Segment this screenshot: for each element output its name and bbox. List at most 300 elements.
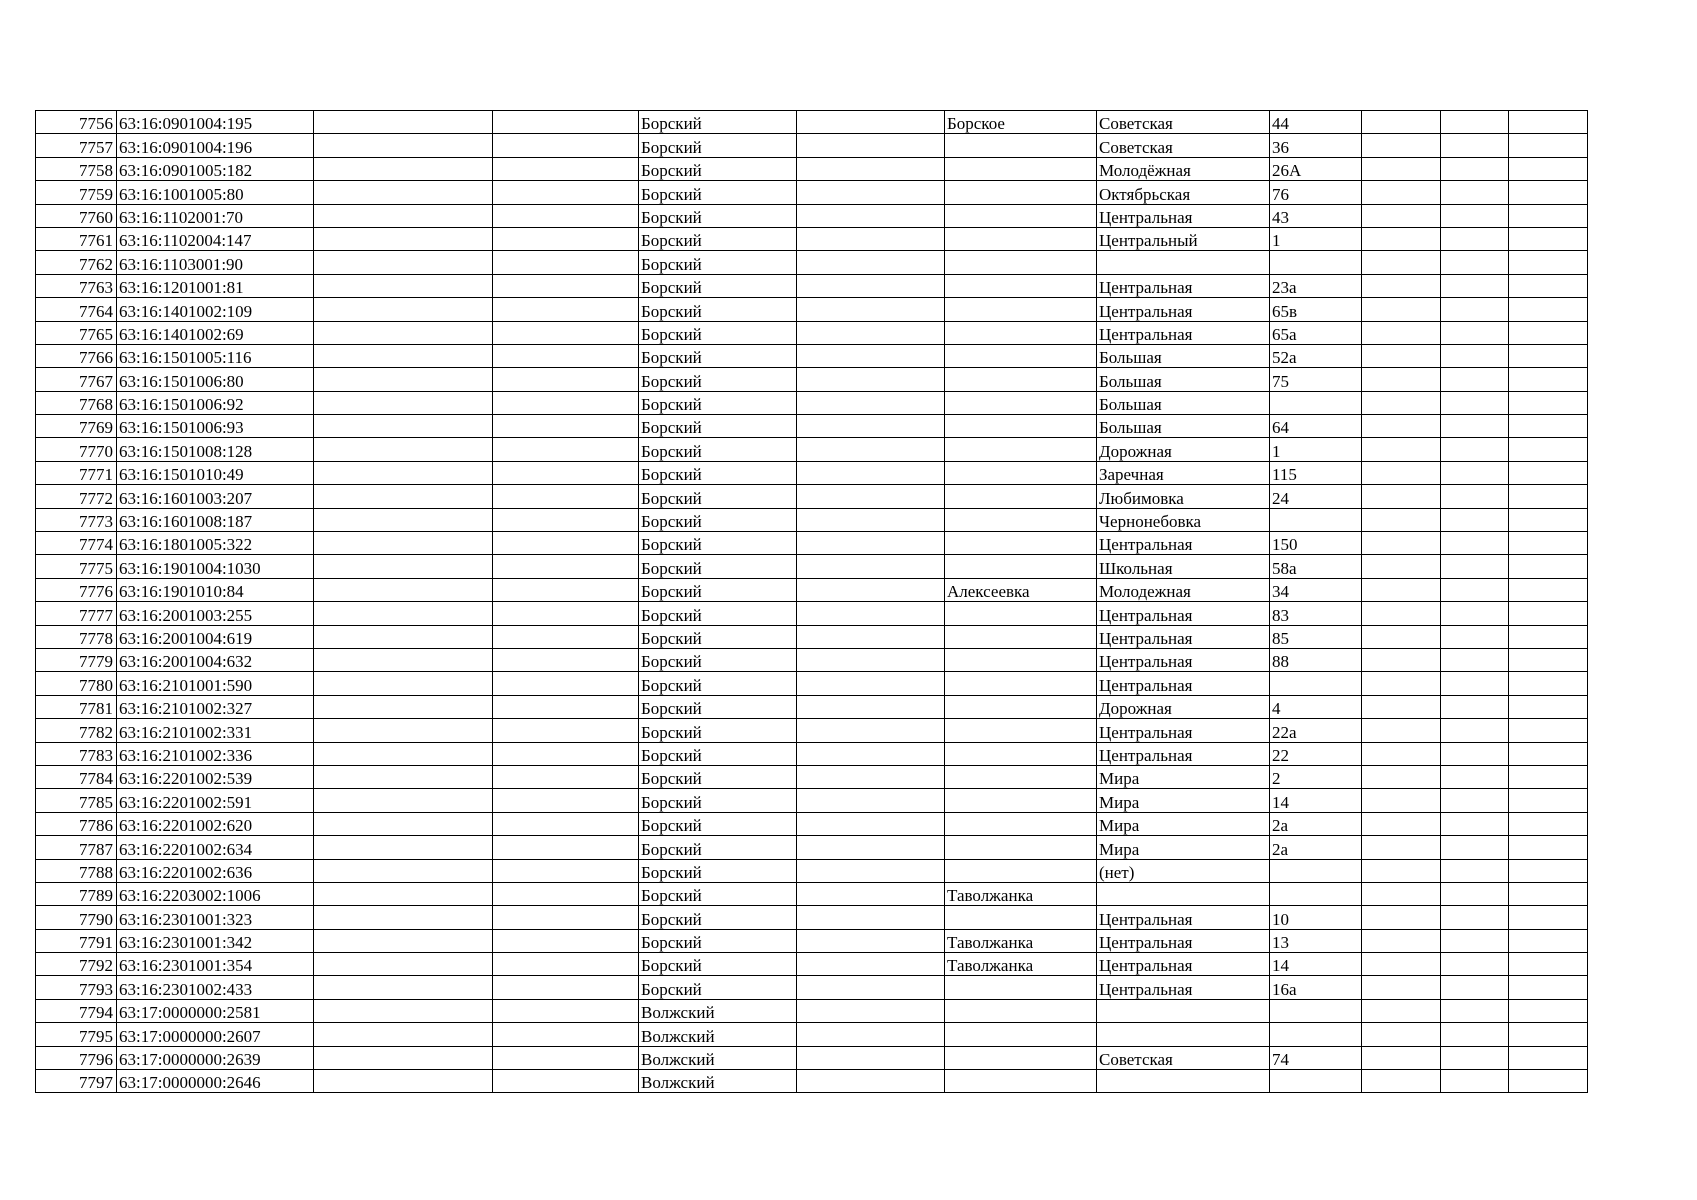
blank-cell [314, 461, 493, 484]
district-name: Волжский [639, 1070, 797, 1093]
locality-name [945, 719, 1097, 742]
house-number: 1 [1270, 227, 1362, 250]
row-number: 7790 [36, 906, 117, 929]
table-row [36, 157, 1588, 180]
row-number: 7775 [36, 555, 117, 578]
blank-cell [493, 134, 639, 157]
blank-cell [797, 251, 945, 274]
row-number: 7784 [36, 765, 117, 788]
street-name: (нет) [1097, 859, 1270, 882]
blank-cell [1362, 298, 1441, 321]
row-number: 7788 [36, 859, 117, 882]
blank-cell [314, 695, 493, 718]
blank-cell [797, 906, 945, 929]
blank-cell [1441, 368, 1509, 391]
cadastral-number: 63:16:1103001:90 [117, 251, 314, 274]
district-name: Борский [639, 508, 797, 531]
district-name: Борский [639, 485, 797, 508]
blank-cell [493, 672, 639, 695]
blank-cell [314, 532, 493, 555]
district-name: Борский [639, 602, 797, 625]
blank-cell [314, 999, 493, 1022]
row-number: 7774 [36, 532, 117, 555]
row-number: 7782 [36, 719, 117, 742]
blank-cell [493, 648, 639, 671]
house-number: 65в [1270, 298, 1362, 321]
blank-cell [1509, 251, 1588, 274]
locality-name [945, 672, 1097, 695]
street-name: Мира [1097, 765, 1270, 788]
cadastral-number: 63:16:2301001:342 [117, 929, 314, 952]
row-number: 7773 [36, 508, 117, 531]
blank-cell [1509, 672, 1588, 695]
row-number: 7769 [36, 415, 117, 438]
table-row [36, 742, 1588, 765]
house-number: 76 [1270, 181, 1362, 204]
street-name: Молодежная [1097, 578, 1270, 601]
house-number [1270, 672, 1362, 695]
locality-name [945, 1023, 1097, 1046]
blank-cell [314, 789, 493, 812]
blank-cell [1509, 625, 1588, 648]
blank-cell [1509, 555, 1588, 578]
house-number: 83 [1270, 602, 1362, 625]
district-name: Борский [639, 134, 797, 157]
blank-cell [797, 859, 945, 882]
blank-cell [1362, 1046, 1441, 1069]
blank-cell [1509, 812, 1588, 835]
street-name: Мира [1097, 812, 1270, 835]
district-name: Борский [639, 157, 797, 180]
blank-cell [1362, 344, 1441, 367]
locality-name: Алексеевка [945, 578, 1097, 601]
locality-name [945, 204, 1097, 227]
table-row [36, 906, 1588, 929]
blank-cell [1509, 719, 1588, 742]
cadastral-number: 63:16:0901004:196 [117, 134, 314, 157]
district-name: Борский [639, 298, 797, 321]
cadastral-number: 63:16:2301001:323 [117, 906, 314, 929]
blank-cell [1441, 555, 1509, 578]
blank-cell [314, 438, 493, 461]
street-name: Дорожная [1097, 438, 1270, 461]
street-name: Большая [1097, 368, 1270, 391]
blank-cell [1509, 508, 1588, 531]
cadastral-number: 63:16:1102004:147 [117, 227, 314, 250]
district-name: Борский [639, 906, 797, 929]
locality-name [945, 812, 1097, 835]
cadastral-number: 63:16:2001004:619 [117, 625, 314, 648]
blank-cell [1362, 485, 1441, 508]
blank-cell [1441, 906, 1509, 929]
house-number: 75 [1270, 368, 1362, 391]
row-number: 7758 [36, 157, 117, 180]
blank-cell [314, 555, 493, 578]
blank-cell [1362, 532, 1441, 555]
blank-cell [1362, 274, 1441, 297]
row-number: 7794 [36, 999, 117, 1022]
blank-cell [314, 415, 493, 438]
table-row [36, 485, 1588, 508]
blank-cell [1362, 134, 1441, 157]
blank-cell [314, 929, 493, 952]
row-number: 7787 [36, 836, 117, 859]
blank-cell [797, 742, 945, 765]
blank-cell [797, 602, 945, 625]
house-number: 58а [1270, 555, 1362, 578]
district-name: Борский [639, 976, 797, 999]
street-name: Центральная [1097, 742, 1270, 765]
row-number: 7779 [36, 648, 117, 671]
district-name: Борский [639, 929, 797, 952]
blank-cell [314, 882, 493, 905]
blank-cell [493, 812, 639, 835]
blank-cell [1509, 438, 1588, 461]
locality-name: Таволжанка [945, 882, 1097, 905]
blank-cell [797, 508, 945, 531]
table-row [36, 836, 1588, 859]
blank-cell [314, 344, 493, 367]
row-number: 7797 [36, 1070, 117, 1093]
table-row [36, 602, 1588, 625]
blank-cell [493, 882, 639, 905]
street-name [1097, 1023, 1270, 1046]
cadastral-number: 63:17:0000000:2607 [117, 1023, 314, 1046]
row-number: 7789 [36, 882, 117, 905]
blank-cell [1362, 321, 1441, 344]
district-name: Борский [639, 321, 797, 344]
district-name: Борский [639, 836, 797, 859]
table-row [36, 134, 1588, 157]
blank-cell [1441, 532, 1509, 555]
blank-cell [1441, 929, 1509, 952]
blank-cell [1362, 719, 1441, 742]
street-name: Советская [1097, 1046, 1270, 1069]
blank-cell [797, 929, 945, 952]
blank-cell [1362, 953, 1441, 976]
row-number: 7792 [36, 953, 117, 976]
blank-cell [1509, 906, 1588, 929]
blank-cell [1441, 672, 1509, 695]
table-row [36, 274, 1588, 297]
blank-cell [1362, 438, 1441, 461]
blank-cell [797, 836, 945, 859]
blank-cell [797, 111, 945, 134]
blank-cell [1509, 953, 1588, 976]
cadastral-number: 63:16:1501010:49 [117, 461, 314, 484]
blank-cell [314, 719, 493, 742]
blank-cell [797, 344, 945, 367]
cadastral-number: 63:16:1501006:92 [117, 391, 314, 414]
blank-cell [314, 1046, 493, 1069]
blank-cell [1441, 438, 1509, 461]
blank-cell [1441, 695, 1509, 718]
street-name [1097, 1070, 1270, 1093]
blank-cell [797, 812, 945, 835]
blank-cell [1441, 391, 1509, 414]
blank-cell [493, 765, 639, 788]
locality-name [945, 391, 1097, 414]
blank-cell [1441, 742, 1509, 765]
street-name: Центральная [1097, 672, 1270, 695]
blank-cell [1509, 859, 1588, 882]
blank-cell [1509, 648, 1588, 671]
district-name: Волжский [639, 1023, 797, 1046]
blank-cell [493, 344, 639, 367]
blank-cell [1509, 368, 1588, 391]
blank-cell [493, 625, 639, 648]
blank-cell [1362, 368, 1441, 391]
blank-cell [1441, 204, 1509, 227]
blank-cell [314, 812, 493, 835]
house-number [1270, 859, 1362, 882]
locality-name [945, 251, 1097, 274]
locality-name: Таволжанка [945, 953, 1097, 976]
street-name: Заречная [1097, 461, 1270, 484]
blank-cell [1441, 602, 1509, 625]
blank-cell [1441, 461, 1509, 484]
locality-name [945, 836, 1097, 859]
blank-cell [1509, 695, 1588, 718]
blank-cell [314, 181, 493, 204]
row-number: 7757 [36, 134, 117, 157]
street-name: Центральная [1097, 976, 1270, 999]
blank-cell [1362, 859, 1441, 882]
blank-cell [1362, 648, 1441, 671]
blank-cell [314, 953, 493, 976]
table-row [36, 765, 1588, 788]
blank-cell [1509, 344, 1588, 367]
blank-cell [1509, 111, 1588, 134]
table-row [36, 111, 1588, 134]
house-number: 14 [1270, 953, 1362, 976]
locality-name [945, 1046, 1097, 1069]
blank-cell [1362, 1070, 1441, 1093]
house-number: 14 [1270, 789, 1362, 812]
district-name: Борский [639, 789, 797, 812]
street-name [1097, 251, 1270, 274]
street-name: Дорожная [1097, 695, 1270, 718]
blank-cell [1362, 204, 1441, 227]
row-number: 7780 [36, 672, 117, 695]
blank-cell [1509, 602, 1588, 625]
district-name: Борский [639, 461, 797, 484]
blank-cell [314, 648, 493, 671]
row-number: 7762 [36, 251, 117, 274]
table-row [36, 321, 1588, 344]
district-name: Борский [639, 742, 797, 765]
blank-cell [1441, 111, 1509, 134]
table-row [36, 461, 1588, 484]
blank-cell [1509, 929, 1588, 952]
district-name: Борский [639, 648, 797, 671]
row-number: 7772 [36, 485, 117, 508]
locality-name [945, 181, 1097, 204]
blank-cell [314, 485, 493, 508]
street-name: Центральная [1097, 906, 1270, 929]
blank-cell [1362, 251, 1441, 274]
row-number: 7763 [36, 274, 117, 297]
table-row [36, 999, 1588, 1022]
blank-cell [1441, 181, 1509, 204]
table-row [36, 181, 1588, 204]
blank-cell [1362, 999, 1441, 1022]
blank-cell [493, 836, 639, 859]
blank-cell [1362, 415, 1441, 438]
street-name: Любимовка [1097, 485, 1270, 508]
district-name: Борский [639, 672, 797, 695]
table-row [36, 251, 1588, 274]
cadastral-number: 63:16:0901004:195 [117, 111, 314, 134]
blank-cell [493, 906, 639, 929]
house-number: 1 [1270, 438, 1362, 461]
district-name: Борский [639, 953, 797, 976]
cadastral-number: 63:17:0000000:2639 [117, 1046, 314, 1069]
street-name [1097, 882, 1270, 905]
house-number: 64 [1270, 415, 1362, 438]
house-number: 43 [1270, 204, 1362, 227]
blank-cell [1362, 695, 1441, 718]
district-name: Борский [639, 181, 797, 204]
blank-cell [493, 555, 639, 578]
blank-cell [1362, 461, 1441, 484]
street-name: Молодёжная [1097, 157, 1270, 180]
blank-cell [1441, 648, 1509, 671]
district-name: Борский [639, 812, 797, 835]
blank-cell [493, 111, 639, 134]
blank-cell [797, 227, 945, 250]
house-number [1270, 1023, 1362, 1046]
blank-cell [1441, 882, 1509, 905]
blank-cell [1509, 789, 1588, 812]
blank-cell [493, 508, 639, 531]
house-number: 34 [1270, 578, 1362, 601]
blank-cell [493, 953, 639, 976]
blank-cell [1362, 578, 1441, 601]
blank-cell [797, 1046, 945, 1069]
blank-cell [1441, 321, 1509, 344]
street-name: Центральная [1097, 625, 1270, 648]
blank-cell [1362, 976, 1441, 999]
blank-cell [1509, 976, 1588, 999]
cadastral-number: 63:16:1201001:81 [117, 274, 314, 297]
cadastral-number: 63:16:1501006:80 [117, 368, 314, 391]
blank-cell [1441, 157, 1509, 180]
house-number [1270, 882, 1362, 905]
table-row [36, 1046, 1588, 1069]
row-number: 7771 [36, 461, 117, 484]
district-name: Борский [639, 344, 797, 367]
blank-cell [493, 227, 639, 250]
row-number: 7778 [36, 625, 117, 648]
blank-cell [1509, 134, 1588, 157]
blank-cell [1441, 719, 1509, 742]
blank-cell [797, 555, 945, 578]
house-number: 88 [1270, 648, 1362, 671]
house-number: 22 [1270, 742, 1362, 765]
blank-cell [797, 789, 945, 812]
blank-cell [493, 298, 639, 321]
locality-name [945, 976, 1097, 999]
table-row [36, 368, 1588, 391]
blank-cell [797, 391, 945, 414]
blank-cell [1509, 321, 1588, 344]
blank-cell [1509, 1023, 1588, 1046]
blank-cell [797, 648, 945, 671]
locality-name [945, 298, 1097, 321]
blank-cell [493, 999, 639, 1022]
blank-cell [1509, 765, 1588, 788]
cadastral-number: 63:16:1401002:109 [117, 298, 314, 321]
row-number: 7785 [36, 789, 117, 812]
blank-cell [1441, 812, 1509, 835]
house-number: 74 [1270, 1046, 1362, 1069]
blank-cell [1441, 415, 1509, 438]
street-name: Октябрьская [1097, 181, 1270, 204]
blank-cell [1362, 111, 1441, 134]
table-row [36, 672, 1588, 695]
row-number: 7765 [36, 321, 117, 344]
district-name: Борский [639, 438, 797, 461]
table-row [36, 1070, 1588, 1093]
locality-name [945, 859, 1097, 882]
blank-cell [1441, 789, 1509, 812]
house-number: 10 [1270, 906, 1362, 929]
street-name: Большая [1097, 391, 1270, 414]
street-name: Центральный [1097, 227, 1270, 250]
blank-cell [1362, 765, 1441, 788]
table-row [36, 532, 1588, 555]
blank-cell [1362, 508, 1441, 531]
blank-cell [1509, 227, 1588, 250]
cadastral-number: 63:16:1102001:70 [117, 204, 314, 227]
blank-cell [493, 578, 639, 601]
blank-cell [1441, 976, 1509, 999]
locality-name [945, 532, 1097, 555]
blank-cell [314, 227, 493, 250]
locality-name [945, 321, 1097, 344]
blank-cell [1441, 765, 1509, 788]
street-name: Центральная [1097, 298, 1270, 321]
blank-cell [314, 508, 493, 531]
cadastral-number: 63:16:1501005:116 [117, 344, 314, 367]
blank-cell [1362, 906, 1441, 929]
district-name: Борский [639, 695, 797, 718]
blank-cell [493, 1023, 639, 1046]
blank-cell [314, 602, 493, 625]
blank-cell [797, 368, 945, 391]
street-name: Большая [1097, 344, 1270, 367]
blank-cell [314, 976, 493, 999]
table-row [36, 719, 1588, 742]
street-name: Центральная [1097, 719, 1270, 742]
row-number: 7791 [36, 929, 117, 952]
blank-cell [1441, 251, 1509, 274]
blank-cell [314, 765, 493, 788]
table-row [36, 1023, 1588, 1046]
cadastral-number: 63:16:1601008:187 [117, 508, 314, 531]
cadastral-number: 63:17:0000000:2581 [117, 999, 314, 1022]
property-register-table [35, 110, 1588, 1093]
blank-cell [314, 298, 493, 321]
blank-cell [1509, 999, 1588, 1022]
blank-cell [1441, 1046, 1509, 1069]
blank-cell [314, 134, 493, 157]
cadastral-number: 63:16:2201002:634 [117, 836, 314, 859]
table-row [36, 789, 1588, 812]
district-name: Борский [639, 274, 797, 297]
table-row [36, 204, 1588, 227]
